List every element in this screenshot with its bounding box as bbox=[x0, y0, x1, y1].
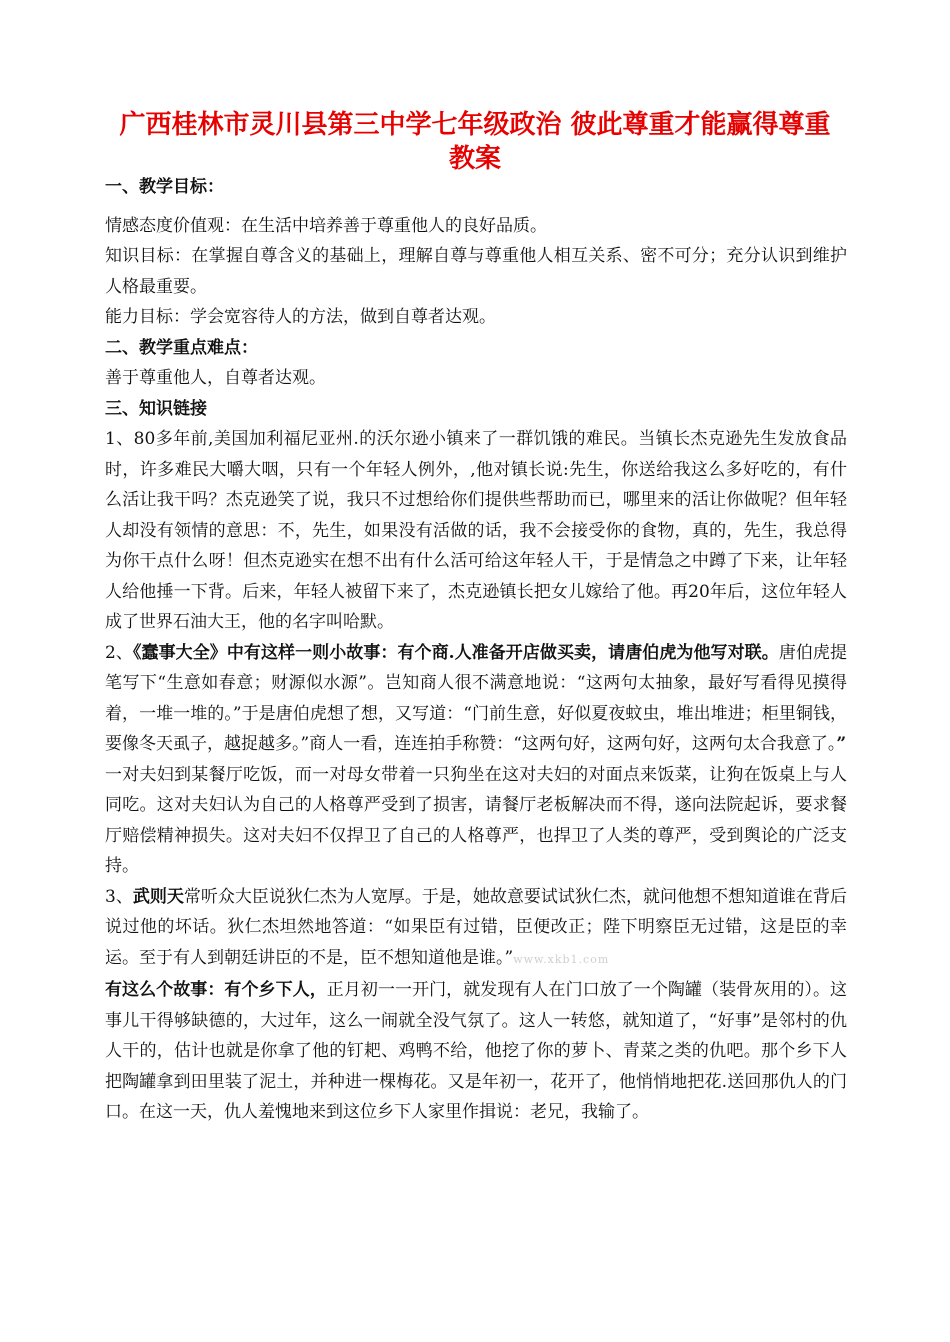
story4-bold-intro: 有这么个故事：有个乡下人， bbox=[105, 980, 327, 1000]
story3-body: 常听众大臣说狄仁杰为人宽厚。于是，她故意要试试狄仁杰，就问他想不想知道谁在背后说过他的坏话。狄仁杰坦然地答道：“如果臣有过错，臣便改正；陛下明察臣无过错，这是臣的幸运。至于有人到朝廷讲臣的不是，臣不想知道他是谁。” bbox=[105, 886, 847, 968]
goal-emotion: 情感态度价值观：在生活中培养善于尊重他人的良好品质。 bbox=[105, 215, 547, 236]
story2-prefix: 2、 bbox=[105, 642, 133, 663]
story2-bold-intro: 《蠢事大全》中有这样一则小故事：有个商.人准备开店做买卖，请唐伯虎为他写对联。 bbox=[132, 642, 779, 663]
title-line-1: 广西桂林市灵川县第三中学七年级政治 彼此尊重才能赢得尊重 bbox=[119, 110, 831, 140]
story-restaurant-dog: 一对夫妇到某餐厅吃饭，而一对母女带着一只狗坐在这对夫妇的对面点来饭菜，让狗在饭桌上与人同吃。这对夫妇认为自己的人格尊严受到了损害，请餐厅老板解决而不得，遂向法院起诉，要求餐厅赔偿精神损失。这对夫妇不仅捍卫了自己的人格尊严，也捍卫了人类的尊严，受到舆论的广泛支持。 bbox=[105, 764, 847, 876]
story4-body: 正月初一一开门，就发现有人在门口放了一个陶罐（装骨灰用的）。这事儿干得够缺德的，大过年，这么一闹就全没气氛了。这人一转悠，就知道了，“好事”是邻村的仇人干的，估计也就是你拿了他的钉耙、鸡鸭不给，他挖了你的萝卜、青菜之类的仇吧。那个乡下人把陶罐拿到田里装了泥土，并种进一棵梅花。又是年初一，花开了，他悄悄地把花.送回那仇人的门口。在这一天，仇人羞愧地来到这位乡下人家里作揖说：老兄，我输了。 bbox=[105, 980, 848, 1122]
story3-prefix: 3、 bbox=[105, 886, 133, 907]
document-title bbox=[60, 108, 890, 176]
section-heading-objectives: 一、教学目标： bbox=[105, 177, 224, 197]
story-tang-bohu bbox=[105, 638, 847, 760]
watermark-text: www.xkb1.com bbox=[513, 952, 610, 966]
key-points: 善于尊重他人，自尊者达观。 bbox=[105, 368, 326, 388]
goal-knowledge: 知识目标：在掌握自尊含义的基础上，理解自尊与尊重他人相互关系、密不可分；充分认识到维护人格最重要。 bbox=[105, 246, 847, 297]
title-line-2: 教案 bbox=[448, 144, 501, 174]
story-di-renjie bbox=[105, 882, 847, 976]
section-heading-knowledge-links: 三、知识链接 bbox=[105, 398, 207, 419]
story2-body: 唐伯虎提笔写下“生意如春意；财源似水源”。岂知商人很不满意地说：“这两句太抽象，最好写看得见摸得着，一堆一堆的。”于是唐伯虎想了想，又写道：“门前生意，好似夏夜蚊虫，堆出堆进；柜里铜钱，要像冬天虱子，越捉越多。”商人一看，连连拍手称赞：“这两句好，这两句好，这两句太合我意了。 bbox=[105, 642, 847, 754]
story-villager bbox=[105, 975, 847, 1128]
document-body bbox=[105, 172, 847, 1128]
story2-end-quote: ” bbox=[836, 734, 847, 754]
goal-ability: 能力目标：学会宽容待人的方法，做到自尊者达观。 bbox=[105, 307, 496, 327]
story-hammer: 1、80多年前,美国加利福尼亚州.的沃尔逊小镇来了一群饥饿的难民。当镇长杰克逊先生发放食品时，许多难民大嚼大咽，只有一个年轻人例外，,他对镇长说:先生，你送给我这么多好吃的，有什么活让我干吗？杰克逊笑了说，我只不过想给你们提供些帮助而已，哪里来的活让你做呢？但年轻人却没有领情的意思：不，先生，如果没有活做的话，我不会接受你的食物，真的，先生，我总得为你干点什么呀！但杰克逊实在想不出有什么活可给这年轻人干，于是情急之中蹲了下来，让年轻人给他捶一下背。后来，年轻人被留下来了，杰克逊镇长把女儿嫁给了他。再20年后，这位年轻人成了世界石油大王，他的名字叫哈默。 bbox=[105, 429, 847, 632]
section-heading-key-points: 二、教学重点难点： bbox=[105, 337, 258, 358]
story3-bold-name: 武则天 bbox=[132, 886, 184, 907]
